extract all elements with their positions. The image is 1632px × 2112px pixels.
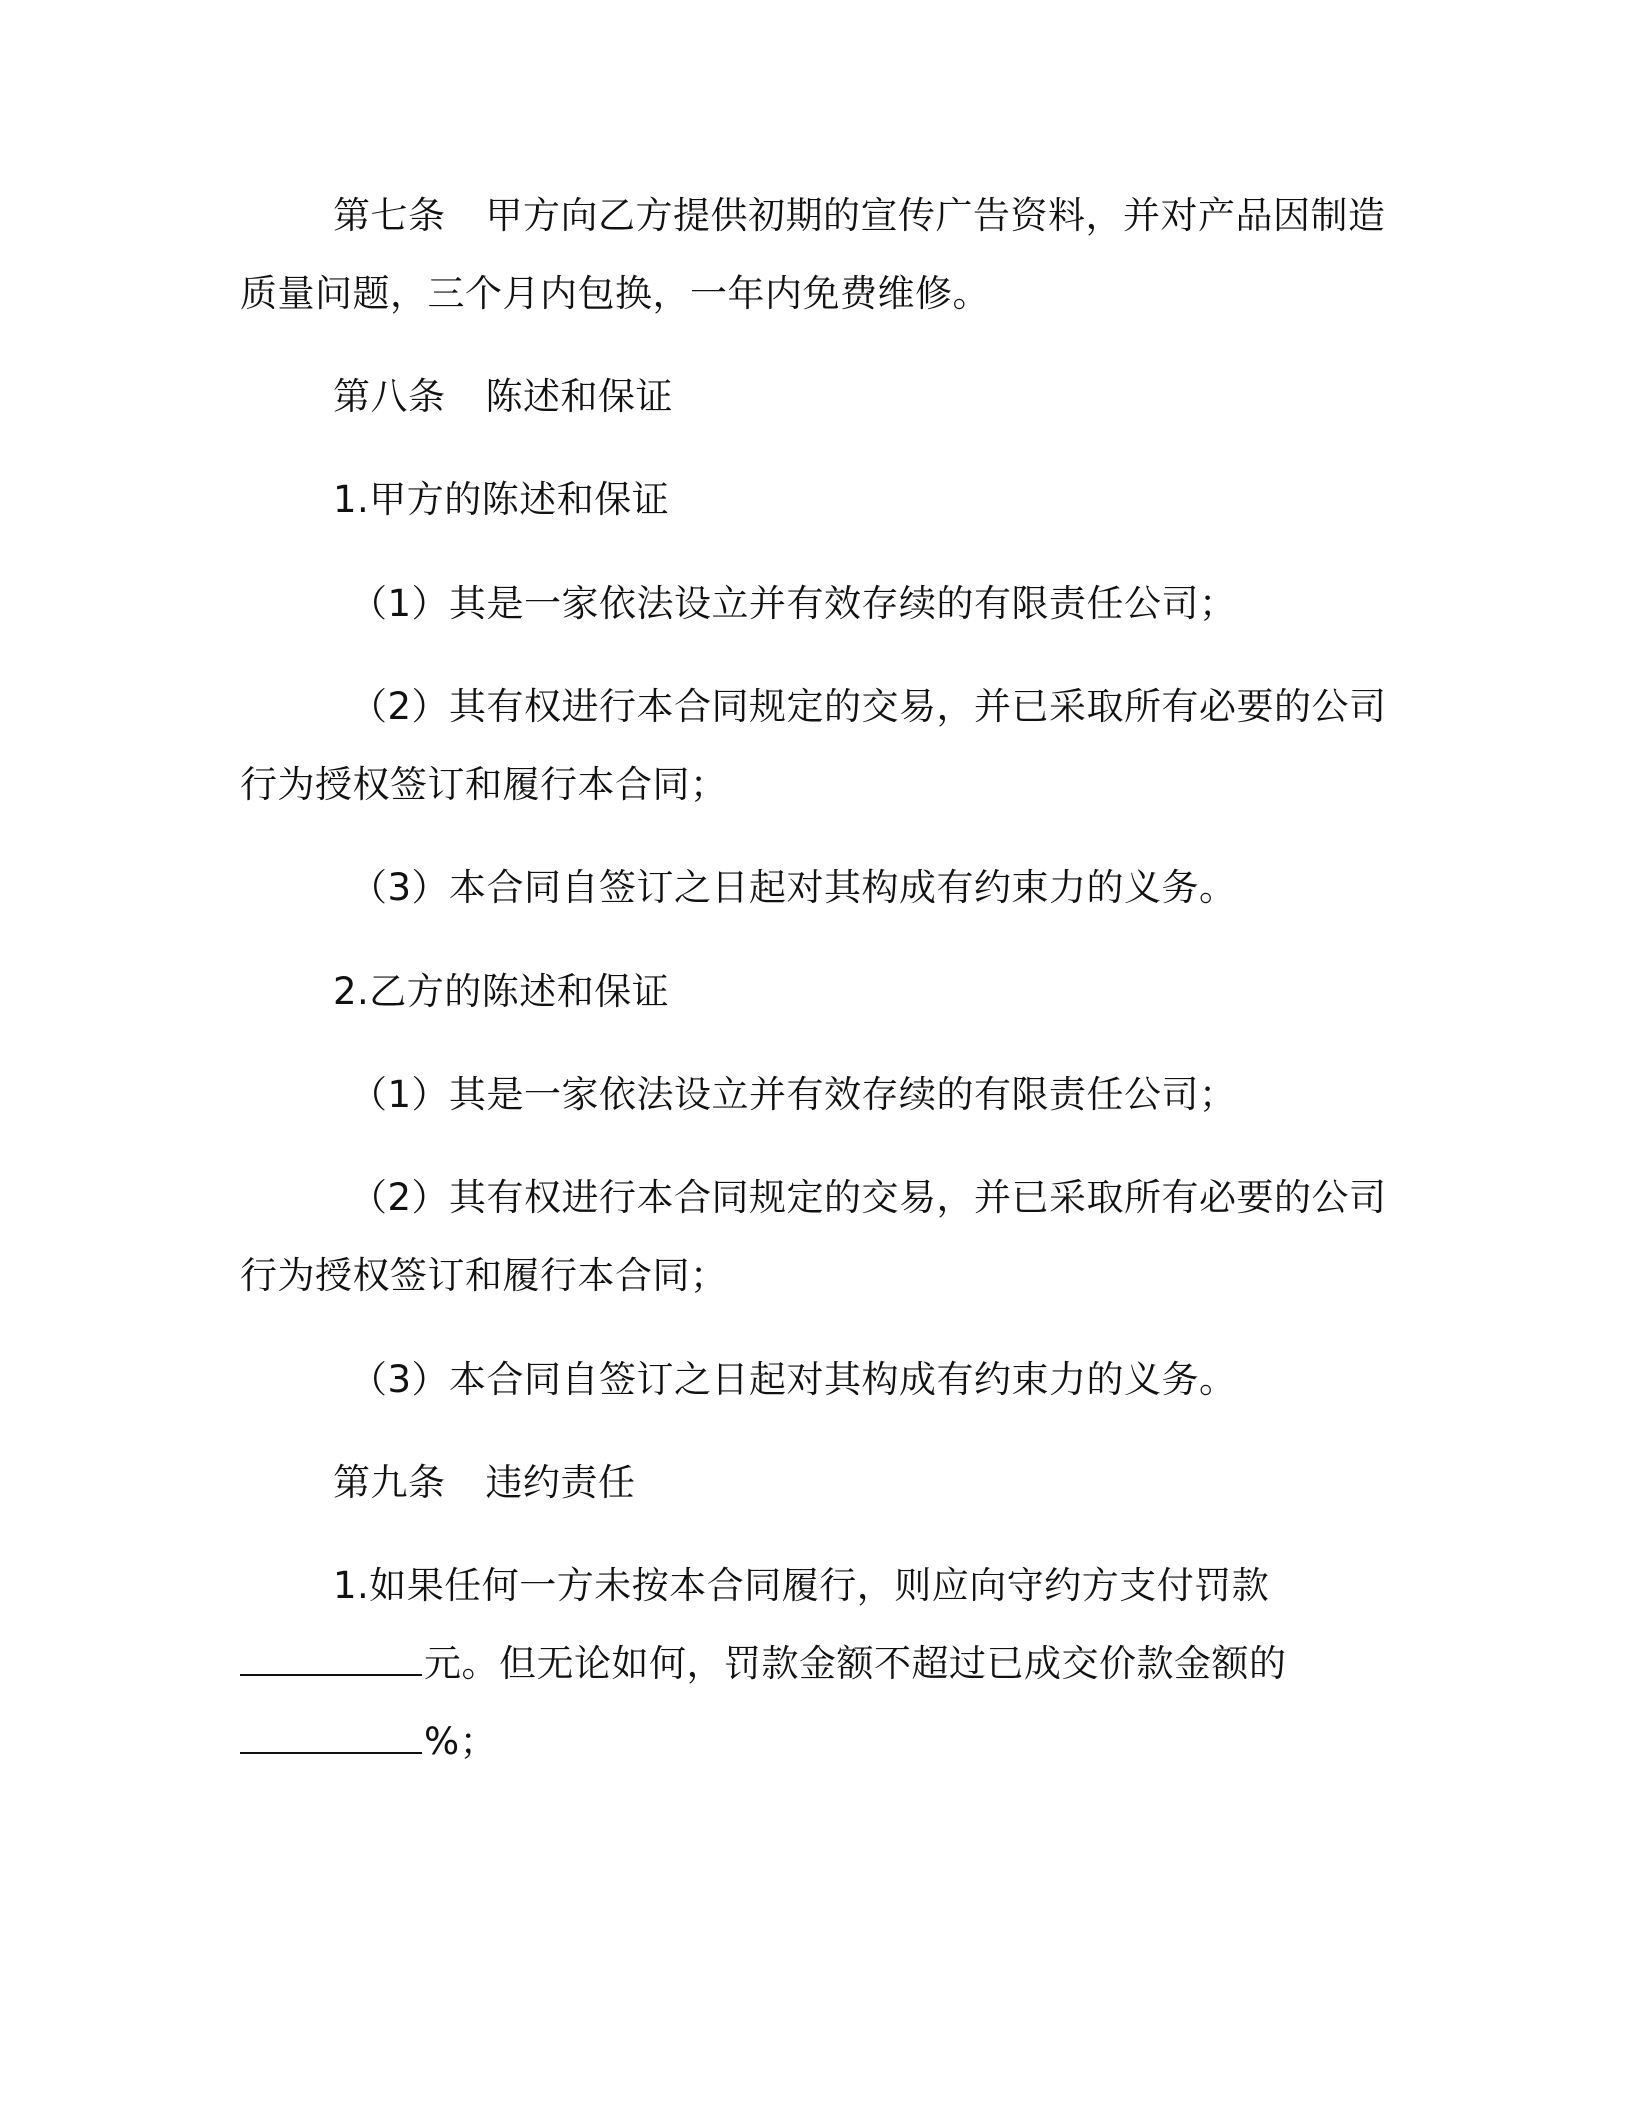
partyB-item1 <box>350 1073 1500 1117</box>
article7-text-line2: 质量问题，三个月内包换，一年内免费维修。 <box>240 272 990 315</box>
partyA-item2-line1 <box>350 685 1500 729</box>
partyA-item1-text: （1）其是一家依法设立并有效存续的有限责任公司； <box>350 582 1237 625</box>
amount-blank <box>240 1644 422 1676</box>
article9-heading-line <box>333 1461 1483 1505</box>
partyA-item2-text-line1: （2）其有权进行本合同规定的交易，并已采取所有必要的公司 <box>350 685 1387 728</box>
partyB-item3-text: （3）本合同自签订之日起对其构成有约束力的义务。 <box>350 1358 1237 1401</box>
partyA-item3-text: （3）本合同自签订之日起对其构成有约束力的义务。 <box>350 866 1237 909</box>
article7-line1 <box>333 194 1483 238</box>
partyA-item2-text-line2: 行为授权签订和履行本合同； <box>240 763 728 806</box>
partyA-item1 <box>350 582 1500 626</box>
partyA-item2-line2 <box>240 763 1390 807</box>
percent-blank <box>240 1722 422 1754</box>
article9-title: 违约责任 <box>485 1461 636 1504</box>
partyB-item2-text-line2: 行为授权签订和履行本合同； <box>240 1254 728 1297</box>
article7-heading: 第七条 <box>333 194 446 237</box>
partyA-heading-text: 1.甲方的陈述和保证 <box>333 478 670 521</box>
partyA-item3 <box>350 866 1500 910</box>
article9-clause1-line3 <box>240 1720 1390 1764</box>
article7-text-line1: 甲方向乙方提供初期的宣传广告资料，并对产品因制造 <box>485 194 1386 237</box>
article9-clause1-text-line1: 1.如果任何一方未按本合同履行，则应向守约方支付罚款 <box>333 1564 1270 1607</box>
article8-title: 陈述和保证 <box>485 375 673 418</box>
partyB-heading-text: 2.乙方的陈述和保证 <box>333 970 670 1013</box>
article9-clause1-line1 <box>333 1564 1483 1608</box>
partyB-item3 <box>350 1358 1500 1402</box>
article9-heading: 第九条 <box>333 1461 446 1504</box>
partyB-item2-text-line1: （2）其有权进行本合同规定的交易，并已采取所有必要的公司 <box>350 1176 1387 1219</box>
partyB-item2-line2 <box>240 1254 1390 1298</box>
article9-clause1-text-line3: %； <box>424 1720 498 1763</box>
partyB-item1-text: （1）其是一家依法设立并有效存续的有限责任公司； <box>350 1073 1237 1116</box>
article8-heading-line <box>333 375 1483 419</box>
partyA-heading <box>333 478 1483 522</box>
article7-line2 <box>240 272 1390 316</box>
partyB-heading <box>333 970 1483 1014</box>
article9-clause1-text-line2: 元。但无论如何，罚款金额不超过已成交价款金额的 <box>424 1642 1287 1685</box>
partyB-item2-line1 <box>350 1176 1500 1220</box>
article9-clause1-line2 <box>240 1642 1390 1686</box>
article8-heading: 第八条 <box>333 375 446 418</box>
